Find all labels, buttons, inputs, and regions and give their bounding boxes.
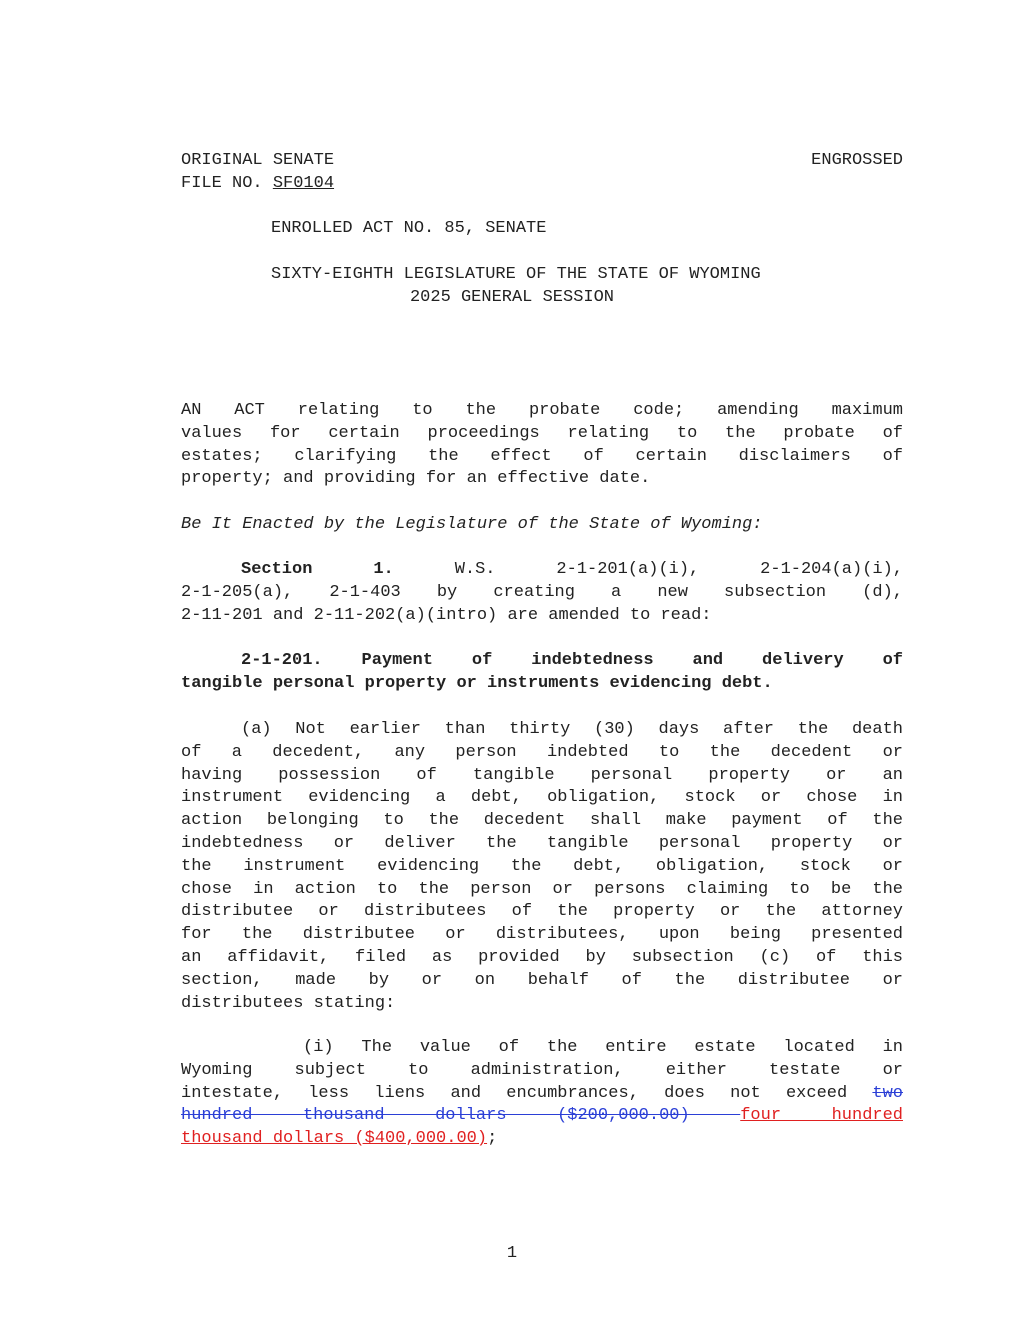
subsection-a-line: (a) Not earlier than thirty (30) days after the death: [241, 720, 903, 739]
enrolled-act-number: ENROLLED ACT NO. 85, SENATE: [271, 219, 547, 238]
enacting-clause: Be It Enacted by the Legislature of the State of Wyoming:: [181, 515, 763, 534]
struck-text: hundred thousand dollars ($200,000.00): [181, 1106, 741, 1126]
subsection-a-line: distributees stating:: [181, 993, 396, 1013]
act-title-line: AN ACT relating to the probate code; amending maximum: [181, 401, 903, 420]
act-title-line: property; and providing for an effective date.: [181, 469, 651, 489]
inserted-text: thousand dollars ($400,000.00): [181, 1129, 488, 1149]
paragraph-i-line: intestate, less liens and encumbrances, does not exceed two: [181, 1083, 903, 1103]
act-title: [181, 400, 903, 491]
paragraph-i-line: [181, 1105, 903, 1128]
inserted-text: four hundred: [740, 1106, 903, 1126]
file-number: SF0104: [272, 173, 335, 193]
section-1: [181, 559, 903, 627]
statute-heading-line: 2-1-201. Payment of indebtedness and delivery of: [241, 651, 903, 670]
header-original-senate: ORIGINAL SENATE: [181, 151, 335, 170]
subsection-a: [181, 719, 903, 1015]
legislature-title: SIXTY-EIGHTH LEGISLATURE OF THE STATE OF WYOMING: [271, 265, 761, 284]
subsection-a-line: chose in action to the person or persons claiming to be the: [181, 879, 903, 899]
section-1-line: 2-1-205(a), 2-1-403 by creating a new subsection (d),: [181, 582, 903, 602]
header-file-no: FILE NO. SF0104: [181, 173, 335, 193]
section-1-label: Section 1.: [241, 560, 394, 579]
subsection-a-line: having possession of tangible personal property or an: [181, 765, 903, 785]
header-engrossed: ENGROSSED: [811, 151, 903, 170]
act-title-line: estates; clarifying the effect of certain disclaimers of: [181, 446, 903, 466]
subsection-a-line: for the distributee or distributees, upon being presented: [181, 925, 903, 945]
subsection-a-line: of a decedent, any person indebted to the decedent or: [181, 742, 903, 762]
statute-heading-line: tangible personal property or instruments evidencing debt.: [181, 673, 773, 693]
section-1-line: Section 1. W.S. 2-1-201(a)(i), 2-1-204(a)(i),: [241, 560, 903, 579]
subsection-a-line: the instrument evidencing the debt, obligation, stock or: [181, 856, 903, 876]
subsection-a-line: instrument evidencing a debt, obligation, stock or chose in: [181, 788, 903, 808]
struck-text: two: [872, 1083, 903, 1103]
paragraph-i-line: Wyoming subject to administration, either testate or: [181, 1060, 903, 1080]
subsection-a-line: action belonging to the decedent shall make payment of the: [181, 811, 903, 831]
paragraph-i: [181, 1037, 903, 1151]
subsection-a-line: section, made by or on behalf of the distributee or: [181, 970, 903, 990]
session-title: 2025 GENERAL SESSION: [409, 288, 615, 307]
subsection-a-line: indebtedness or deliver the tangible personal property or: [181, 833, 903, 853]
subsection-a-line: an affidavit, filed as provided by subsection (c) of this: [181, 947, 903, 967]
subsection-a-line: distributee or distributees of the property or the attorney: [181, 902, 903, 922]
section-1-line: 2-11-201 and 2-11-202(a)(intro) are amended to read:: [181, 605, 712, 625]
header-left: [181, 150, 903, 196]
page-number: 1: [506, 1244, 518, 1263]
act-title-line: values for certain proceedings relating to the probate of: [181, 423, 903, 443]
statute-heading: [181, 650, 903, 696]
paragraph-i-line: thousand dollars ($400,000.00);: [181, 1129, 498, 1149]
paragraph-i-line: (i) The value of the entire estate located in: [303, 1038, 903, 1057]
